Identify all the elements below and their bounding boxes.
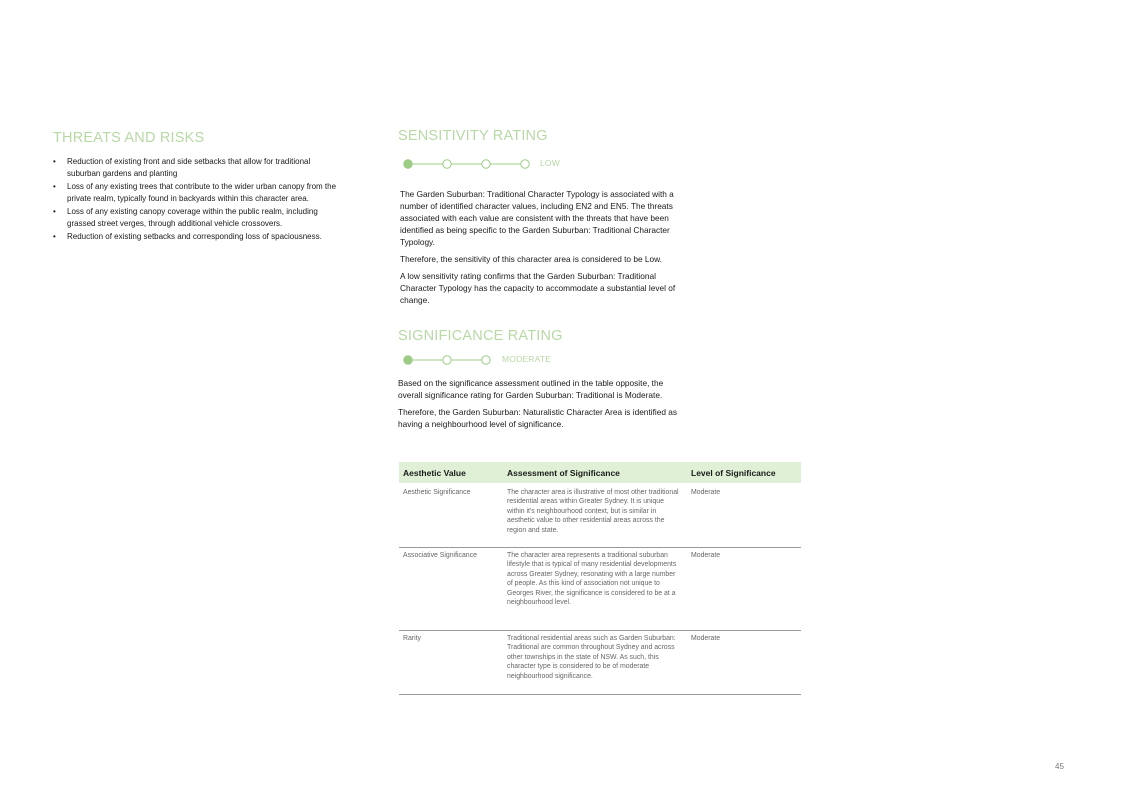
assessment-cell: The character area is illustrative of most other traditional residential areas within Greater Sydney. It is unique within it's neighbourhood context, but is similar in aesthetic value to other residential areas across the region and state.	[503, 484, 687, 548]
rating-step-empty	[482, 160, 490, 168]
sensitivity-text	[400, 188, 692, 311]
threat-item: • Loss of any existing trees that contribute to the wider urban canopy from the private realm, typically found in backyards within this character area.	[53, 181, 338, 205]
column-header: Assessment of Significance	[503, 462, 687, 484]
column-header: Level of Significance	[687, 462, 801, 484]
significance-paragraph: Based on the significance assessment outlined in the table opposite, the overall significance rating for Garden Suburban: Traditional is Moderate.	[398, 378, 664, 400]
threats-heading: THREATS AND RISKS	[53, 130, 205, 146]
level-cell: Moderate	[687, 631, 801, 695]
sensitivity-rating-label: LOW	[540, 158, 560, 168]
significance-rating-label: MODERATE	[502, 354, 552, 364]
rating-step-empty	[482, 356, 490, 364]
sensitivity-paragraph: The Garden Suburban: Traditional Character Typology is associated with a number of identified character values, including EN2 and EN5. The threats associated with each value are consistent with the threats that have been identified as being specific to the Garden Suburban: Traditional Character Typology.	[400, 189, 674, 247]
table-row	[399, 631, 801, 695]
threats-list	[53, 156, 338, 244]
assessment-cell: Traditional residential areas such as Garden Suburban: Traditional are common throughout Sydney and across other townships in the state of NSW. As such, this character type is considered to be of moderate neighbourhood significance.	[503, 631, 687, 695]
column-header: Aesthetic Value	[399, 462, 503, 484]
threat-item: • Reduction of existing setbacks and corresponding loss of spaciousness.	[53, 231, 338, 243]
significance-table	[399, 462, 801, 695]
assessment-cell: The character area represents a traditional suburban lifestyle that is typical of many residential developments across Greater Sydney, resonating with a large number of people. As this kind of association not unique to Georges River, the significance is considered to be at a neighbourhood level.	[503, 548, 687, 631]
value-cell: Rarity	[399, 631, 503, 695]
table-header-row	[399, 462, 801, 484]
rating-step-filled	[404, 356, 412, 364]
rating-step-empty	[521, 160, 529, 168]
sensitivity-rating-scale	[402, 158, 532, 170]
rating-step-filled	[404, 160, 412, 168]
sensitivity-paragraph: A low sensitivity rating confirms that the Garden Suburban: Traditional Character Typology has the capacity to accommodate a substantial level of change.	[400, 271, 676, 305]
threat-item: • Loss of any existing canopy coverage within the public realm, including grassed street verges, through additional vehicle crossovers.	[53, 206, 338, 230]
value-cell: Associative Significance	[399, 548, 503, 631]
threat-item: • Reduction of existing front and side setbacks that allow for traditional suburban gardens and planting	[53, 156, 338, 180]
value-cell: Aesthetic Significance	[399, 484, 503, 548]
rating-scale-graphic	[402, 354, 492, 366]
significance-paragraph: Therefore, the Garden Suburban: Naturalistic Character Area is identified as having a neighbourhood level of significance.	[398, 407, 678, 429]
table-row	[399, 484, 801, 548]
significance-text	[398, 377, 683, 435]
level-cell: Moderate	[687, 484, 801, 548]
table-row	[399, 548, 801, 631]
level-cell: Moderate	[687, 548, 801, 631]
sensitivity-heading: SENSITIVITY RATING	[398, 128, 548, 144]
significance-rating-scale	[402, 354, 494, 366]
sensitivity-paragraph: Therefore, the sensitivity of this character area is considered to be Low.	[400, 254, 662, 264]
rating-step-empty	[443, 356, 451, 364]
significance-heading: SIGNIFICANCE RATING	[398, 328, 563, 344]
page-number: 45	[1055, 762, 1064, 771]
rating-step-empty	[443, 160, 451, 168]
rating-scale-graphic	[402, 158, 531, 170]
